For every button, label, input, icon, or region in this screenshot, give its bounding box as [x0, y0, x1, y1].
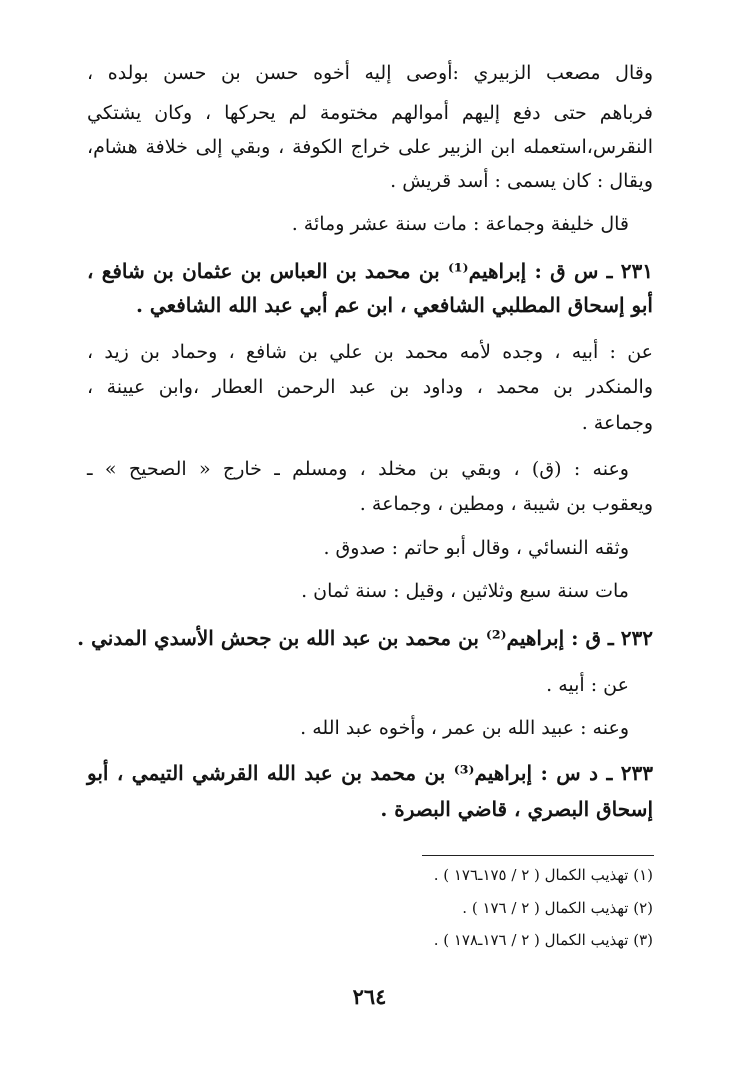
- entry-231-reliability: وثقه النسائي ، وقال أبو حاتم : صدوق .: [323, 537, 629, 559]
- entry-231-teachers-cont: والمنكدر بن محمد ، وداود بن عبد الرحمن العطار ،وابن عيينة ،: [87, 376, 653, 398]
- entry-233-heading-cont: إسحاق البصري ، قاضي البصرة .: [380, 797, 653, 821]
- entry-232-heading: ٢٣٢ ـ ق : إبراهيم⁽²⁾ بن محمد بن عبد الله بن جحش الأسدي المدني .: [77, 626, 653, 650]
- page-number: ٢٦٤: [352, 984, 387, 1009]
- footnote-2: (٢) تهذيب الكمال ( ٢ / ١٧٦ ) .: [462, 899, 653, 917]
- entry-231-death: مات سنة سبع وثلاثين ، وقيل : سنة ثمان .: [301, 580, 629, 602]
- entry-232-students: وعنه : عبيد الله بن عمر ، وأخوه عبد الله .: [300, 717, 629, 739]
- entry-231-teachers-end: وجماعة .: [581, 412, 653, 434]
- entry-231-heading: ٢٣١ ـ س ق : إبراهيم⁽¹⁾ بن محمد بن العباس بن عثمان بن شافع ،: [87, 259, 653, 283]
- entry-233-heading: ٢٣٣ ـ د س : إبراهيم⁽³⁾ بن محمد بن عبد الله القرشي التيمي ، أبو: [87, 761, 653, 785]
- entry-231-teachers: عن : أبيه ، وجده لأمه محمد بن علي بن شافع ، وحماد بن زيد ،: [87, 341, 653, 363]
- footnote-divider: [422, 855, 654, 856]
- death-note-line: قال خليفة وجماعة : مات سنة عشر ومائة .: [291, 213, 629, 235]
- entry-232-teachers: عن : أبيه .: [546, 674, 629, 696]
- entry-231-students: وعنه : (ق) ، وبقي بن مخلد ، ومسلم ـ خارج « الصحيح » ـ: [87, 458, 629, 480]
- text-line-2: فرباهم حتى دفع إليهم أموالهم مختومة لم يحركها ، وكان يشتكي: [87, 102, 653, 124]
- text-line-1: وقال مصعب الزبيري :أوصى إليه أخوه حسن بن حسن بولده ،: [87, 62, 653, 84]
- footnote-1: (١) تهذيب الكمال ( ٢ / ١٧٥ـ١٧٦ ) .: [433, 866, 653, 884]
- text-line-4: ويقال : كان يسمى : أسد قريش .: [390, 170, 653, 192]
- footnote-3: (٣) تهذيب الكمال ( ٢ / ١٧٦ـ١٧٨ ) .: [433, 931, 653, 949]
- text-line-3: النقرس،استعمله ابن الزبير على خراج الكوفة ، وبقي إلى خلافة هشام،: [87, 136, 653, 158]
- entry-231-heading-cont: أبو إسحاق المطلبي الشافعي ، ابن عم أبي عبد الله الشافعي .: [135, 293, 653, 317]
- entry-231-students-cont: ويعقوب بن شيبة ، ومطين ، وجماعة .: [359, 493, 653, 515]
